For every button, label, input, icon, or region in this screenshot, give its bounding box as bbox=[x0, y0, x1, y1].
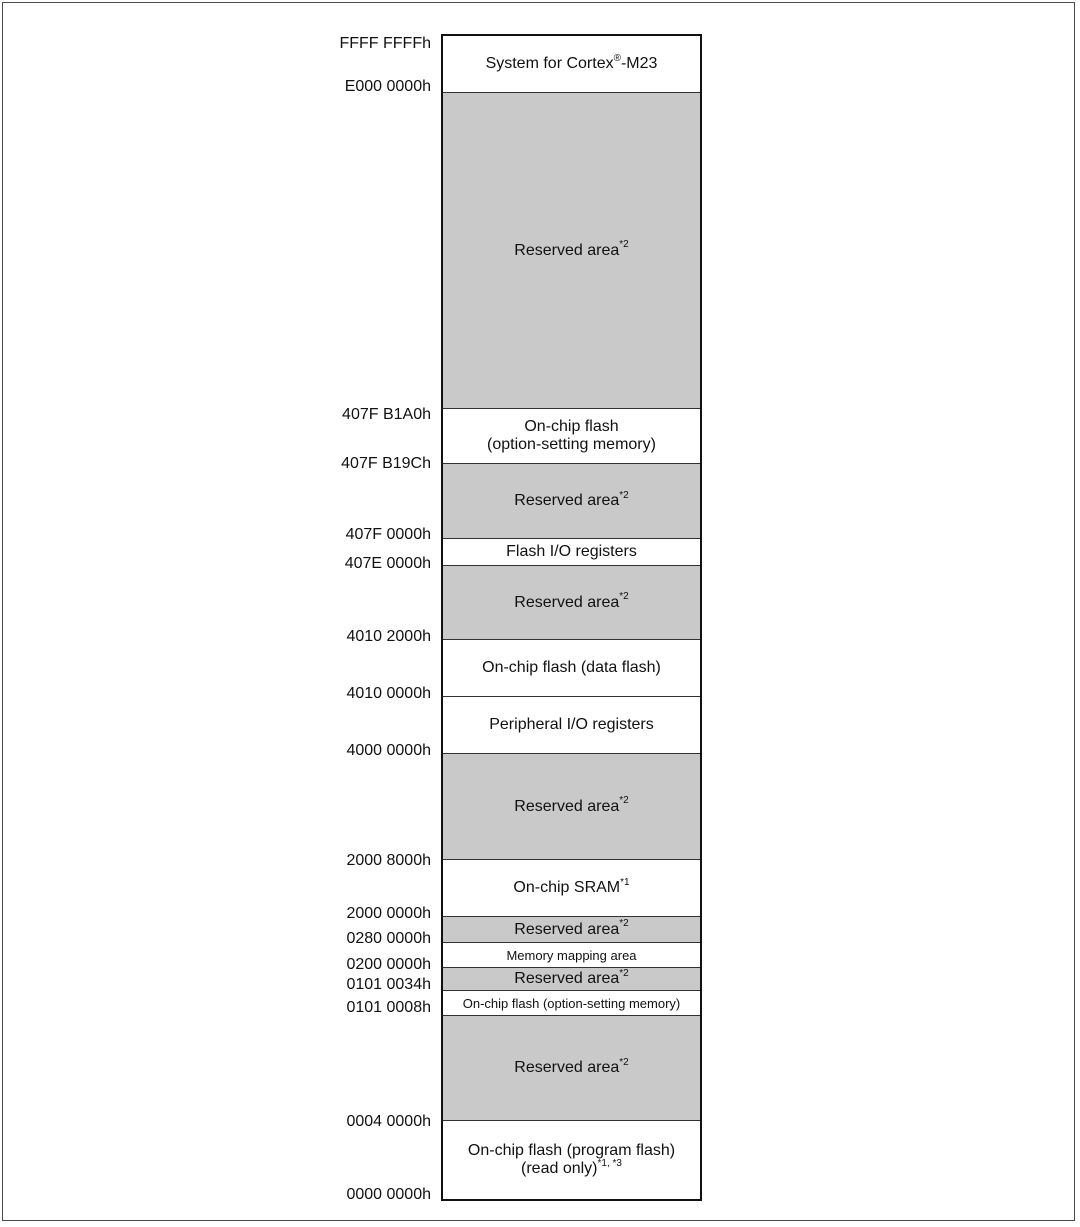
address-label: 4010 2000h bbox=[346, 628, 431, 645]
region-reserved bbox=[443, 566, 700, 640]
memory-map bbox=[441, 34, 702, 1201]
address-label: 407F B19Ch bbox=[341, 455, 431, 472]
address-label: FFFF FFFFh bbox=[339, 35, 431, 52]
address-label: 407E 0000h bbox=[344, 555, 431, 572]
region-label: On-chip flash (program flash) (read only)$^{*1, *3}$ bbox=[467, 1142, 676, 1177]
address-label: 0280 0000h bbox=[346, 930, 431, 947]
region-label: Reserved area$^{*2}$ bbox=[514, 591, 629, 611]
address-label: 2000 0000h bbox=[346, 905, 431, 922]
address-label: 4010 0000h bbox=[346, 685, 431, 702]
region-label: Memory mapping area bbox=[506, 947, 637, 963]
region-flash-io-registers bbox=[443, 539, 700, 566]
region-label: Reserved area$^{*2}$ bbox=[514, 489, 629, 509]
address-label: 407F B1A0h bbox=[342, 406, 431, 423]
region-reserved bbox=[443, 968, 700, 991]
region-system-cortex bbox=[443, 36, 700, 93]
region-label: Reserved area$^{*2}$ bbox=[514, 1056, 629, 1076]
address-label: 2000 8000h bbox=[346, 852, 431, 869]
region-peripheral-io-registers bbox=[443, 697, 700, 754]
region-reserved bbox=[443, 1016, 700, 1121]
region-label: Peripheral I/O registers bbox=[489, 716, 654, 733]
region-reserved bbox=[443, 464, 700, 539]
region-label: System for Cortex®-M23 bbox=[485, 52, 658, 72]
region-option-setting-memory bbox=[443, 409, 700, 464]
region-label: On-chip flash (option-setting memory) bbox=[462, 995, 681, 1011]
address-label: 0000 0000h bbox=[346, 1186, 431, 1203]
region-reserved bbox=[443, 917, 700, 943]
address-label: 4000 0000h bbox=[346, 742, 431, 759]
region-on-chip-sram bbox=[443, 860, 700, 917]
region-program-flash bbox=[443, 1121, 700, 1199]
region-reserved bbox=[443, 93, 700, 409]
region-label: On-chip SRAM$^{*1}$ bbox=[513, 876, 630, 896]
address-label: 407F 0000h bbox=[345, 526, 431, 543]
region-option-setting-memory-low bbox=[443, 991, 700, 1016]
region-label: On-chip flash (data flash) bbox=[482, 659, 661, 676]
region-label: Reserved area$^{*2}$ bbox=[514, 918, 629, 938]
region-label: Reserved area$^{*2}$ bbox=[514, 967, 629, 987]
address-label: 0200 0000h bbox=[346, 956, 431, 973]
region-label: Reserved area$^{*2}$ bbox=[514, 239, 629, 259]
address-label: 0101 0034h bbox=[346, 976, 431, 993]
region-label: Flash I/O registers bbox=[506, 543, 637, 560]
region-reserved bbox=[443, 754, 700, 860]
address-label: 0004 0000h bbox=[346, 1113, 431, 1130]
address-label: E000 0000h bbox=[344, 78, 431, 95]
region-memory-mapping-area bbox=[443, 943, 700, 968]
region-label: Reserved area$^{*2}$ bbox=[514, 795, 629, 815]
address-label: 0101 0008h bbox=[346, 999, 431, 1016]
region-label: On-chip flash (option-setting memory) bbox=[487, 418, 656, 453]
region-data-flash bbox=[443, 640, 700, 697]
